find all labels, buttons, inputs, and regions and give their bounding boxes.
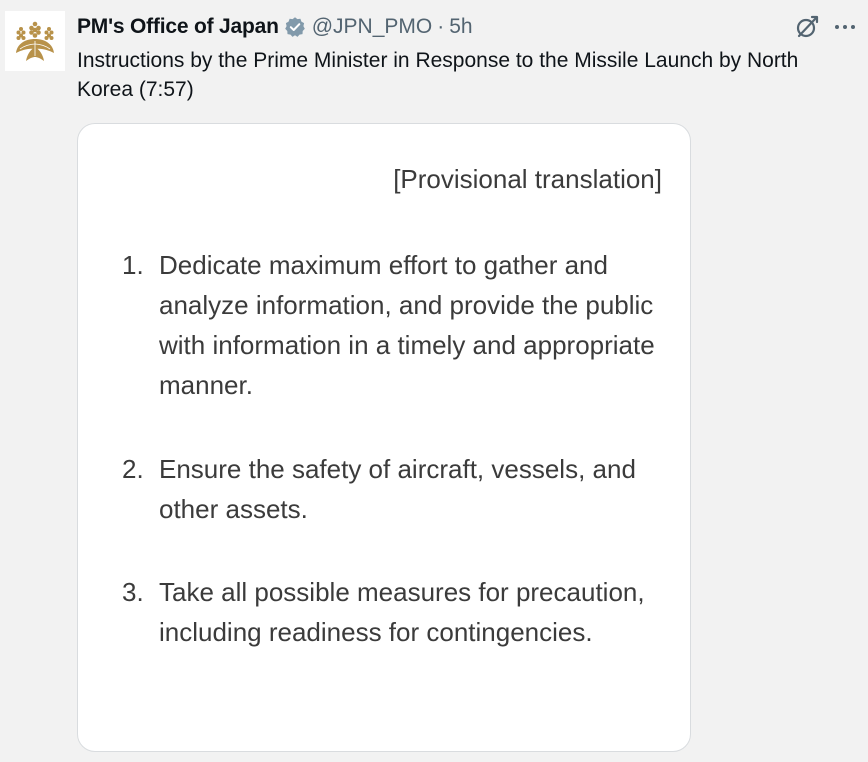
- display-name[interactable]: PM's Office of Japan: [77, 15, 279, 38]
- timestamp[interactable]: 5h: [449, 15, 473, 38]
- list-item-number: 2.: [122, 454, 144, 484]
- handle[interactable]: @JPN_PMO: [311, 15, 433, 38]
- list-item-text: Take all possible measures for precaution, including readiness for contingencies.: [159, 577, 645, 647]
- list-item-number: 1.: [122, 250, 144, 280]
- tweet-actions: [794, 14, 856, 40]
- tweet-header: [77, 12, 473, 42]
- tweet-text: Instructions by the Prime Minister in Response to the Missile Launch by North Korea (7:57): [77, 49, 799, 101]
- tweet-image[interactable]: [77, 123, 691, 752]
- avatar[interactable]: [5, 11, 65, 71]
- list-item-text: Dedicate maximum effort to gather and analyze information, and provide the public with information in a timely and appropriate manner.: [159, 250, 655, 400]
- verified-badge-icon[interactable]: [284, 16, 306, 38]
- separator-dot: ·: [437, 15, 445, 38]
- list-item: [122, 245, 682, 405]
- paulownia-crest-icon: [11, 17, 59, 65]
- grok-icon[interactable]: [794, 14, 820, 40]
- more-icon[interactable]: [834, 23, 856, 31]
- list-item: [122, 572, 682, 652]
- list-item-text: Ensure the safety of aircraft, vessels, and other assets.: [159, 454, 636, 524]
- image-heading: [Provisional translation]: [393, 164, 662, 194]
- list-item-number: 3.: [122, 577, 144, 607]
- list-item: [122, 449, 682, 529]
